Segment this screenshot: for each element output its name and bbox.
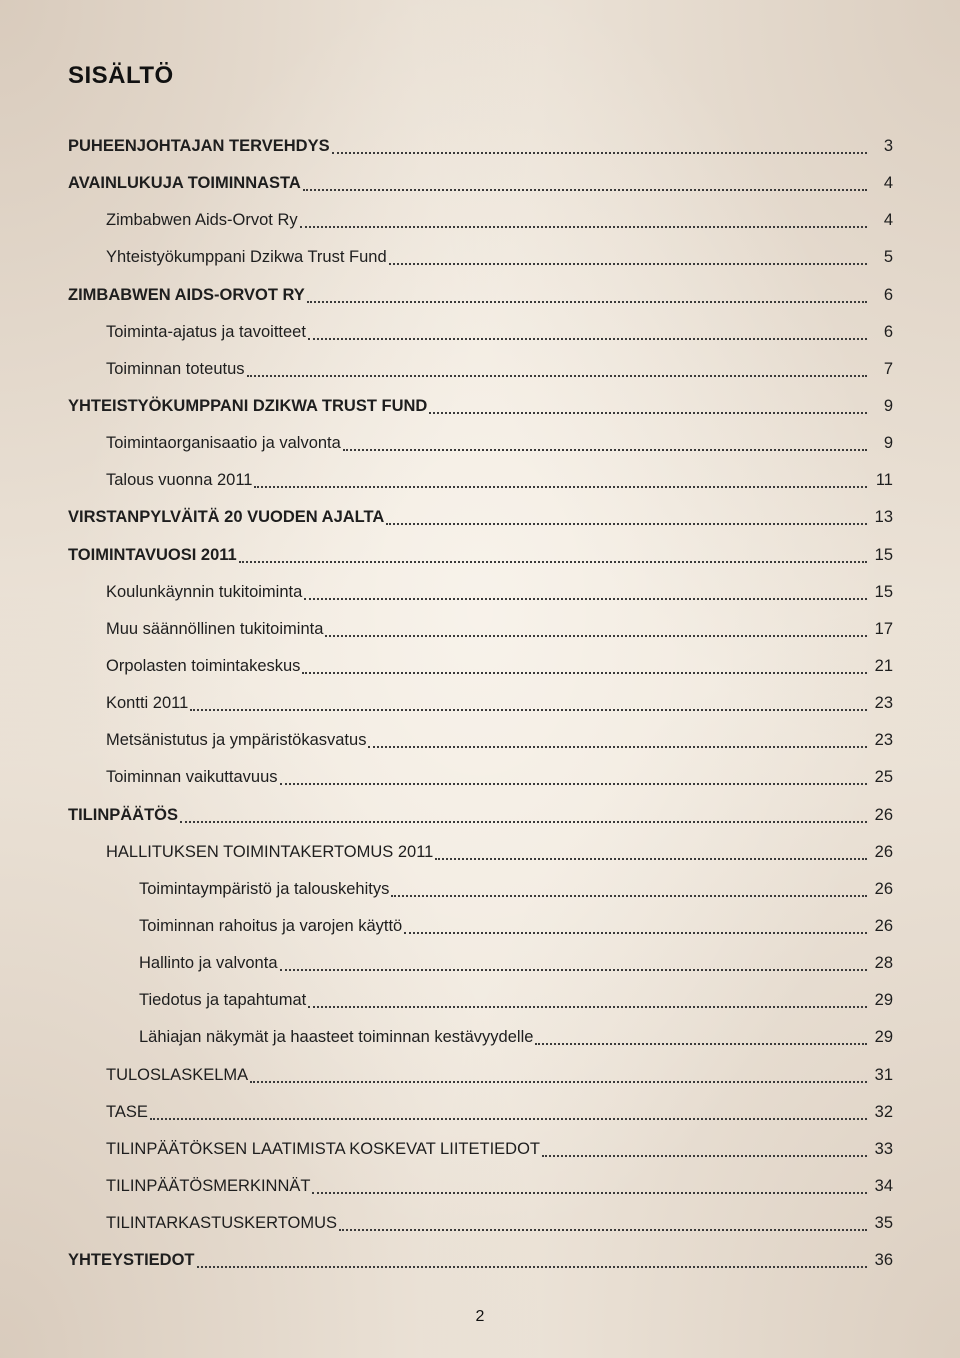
toc-entry-label: Kontti 2011 xyxy=(106,694,189,713)
toc-entry[interactable] xyxy=(68,285,893,322)
dot-leader xyxy=(247,359,867,377)
toc-entry-label: TULOSLASKELMA xyxy=(106,1065,249,1084)
toc-entry-label: TILINPÄÄTÖS xyxy=(68,805,178,824)
dot-leader xyxy=(303,173,867,191)
toc-entry-page: 25 xyxy=(874,768,893,787)
dot-leader xyxy=(280,767,867,785)
toc-entry-page: 15 xyxy=(874,545,893,564)
toc-entry-page: 26 xyxy=(874,916,893,935)
dot-leader xyxy=(150,1102,867,1120)
toc-entry-page: 9 xyxy=(883,434,893,453)
toc-entry-page: 26 xyxy=(874,879,893,898)
toc-entry-page: 34 xyxy=(874,1176,893,1195)
toc-entry[interactable] xyxy=(68,1213,893,1250)
toc-entry-label: PUHEENJOHTAJAN TERVEHDYS xyxy=(68,137,330,155)
toc-entry-label: Orpolasten toimintakeskus xyxy=(106,656,301,675)
toc-entry[interactable] xyxy=(68,322,893,359)
dot-leader xyxy=(312,1176,867,1194)
toc-entry[interactable] xyxy=(68,619,893,656)
toc-entry[interactable] xyxy=(68,1027,893,1064)
dot-leader xyxy=(250,1065,867,1083)
dot-leader xyxy=(386,507,867,525)
toc-entry-page: 29 xyxy=(874,1028,893,1047)
toc-entry-page: 15 xyxy=(874,582,893,601)
toc-entry-page: 13 xyxy=(874,508,893,527)
dot-leader xyxy=(239,545,867,563)
toc-entry-page: 35 xyxy=(874,1214,893,1233)
table-of-contents xyxy=(68,136,893,1287)
toc-entry[interactable] xyxy=(68,247,893,284)
toc-entry[interactable] xyxy=(68,433,893,470)
toc-entry[interactable] xyxy=(68,173,893,210)
toc-entry-label: TILINTARKASTUSKERTOMUS xyxy=(106,1214,338,1233)
toc-entry-page: 5 xyxy=(883,248,893,267)
toc-entry[interactable] xyxy=(68,1176,893,1213)
toc-entry-label: Metsänistutus ja ympäristökasvatus xyxy=(106,731,367,750)
toc-entry-page: 21 xyxy=(874,656,893,675)
toc-entry-label: Lähiajan näkymät ja haasteet toiminnan kestävyydelle xyxy=(139,1028,534,1047)
dot-leader xyxy=(368,730,867,748)
toc-entry-page: 26 xyxy=(874,842,893,861)
dot-leader xyxy=(542,1139,867,1157)
dot-leader xyxy=(343,433,867,451)
toc-entry-label: Talous vuonna 2011 xyxy=(106,471,253,490)
toc-entry-page: 36 xyxy=(874,1251,893,1270)
toc-entry[interactable] xyxy=(68,1102,893,1139)
toc-entry-label: YHTEISTYÖKUMPPANI DZIKWA TRUST FUND xyxy=(68,396,428,415)
toc-entry-label: TOIMINTAVUOSI 2011 xyxy=(68,545,237,564)
toc-entry[interactable] xyxy=(68,990,893,1027)
toc-entry-label: AVAINLUKUJA TOIMINNASTA xyxy=(68,174,301,193)
toc-entry-label: Toiminta-ajatus ja tavoitteet xyxy=(106,322,306,341)
toc-entry-page: 9 xyxy=(883,396,893,415)
toc-entry-page: 4 xyxy=(883,174,893,193)
toc-entry[interactable] xyxy=(68,656,893,693)
toc-entry-label: Zimbabwen Aids-Orvot Ry xyxy=(106,211,298,230)
dot-leader xyxy=(197,1250,867,1268)
toc-entry-label: Toiminnan toteutus xyxy=(106,359,245,378)
toc-entry-label: Toimintaympäristö ja talouskehitys xyxy=(139,879,390,898)
toc-entry-page: 4 xyxy=(883,211,893,230)
dot-leader xyxy=(332,136,867,154)
dot-leader xyxy=(339,1213,867,1231)
toc-entry-page: 28 xyxy=(874,954,893,973)
dot-leader xyxy=(308,990,867,1008)
toc-entry[interactable] xyxy=(68,1065,893,1102)
toc-entry[interactable] xyxy=(68,953,893,990)
toc-entry-label: VIRSTANPYLVÄITÄ 20 VUODEN AJALTA xyxy=(68,508,385,527)
dot-leader xyxy=(307,285,867,303)
toc-entry-page: 6 xyxy=(883,322,893,341)
toc-entry[interactable] xyxy=(68,545,893,582)
toc-entry[interactable] xyxy=(68,805,893,842)
toc-entry-label: Koulunkäynnin tukitoiminta xyxy=(106,582,303,601)
toc-entry[interactable] xyxy=(68,916,893,953)
dot-leader xyxy=(180,805,867,823)
toc-entry[interactable] xyxy=(68,136,893,173)
toc-entry[interactable] xyxy=(68,730,893,767)
dot-leader xyxy=(535,1027,867,1045)
toc-entry-page: 11 xyxy=(875,471,893,490)
toc-entry-page: 33 xyxy=(874,1139,893,1158)
toc-entry[interactable] xyxy=(68,359,893,396)
toc-entry-page: 7 xyxy=(883,359,893,378)
dot-leader xyxy=(435,842,867,860)
toc-entry-page: 23 xyxy=(874,694,893,713)
toc-entry-label: YHTEYSTIEDOT xyxy=(68,1251,195,1270)
toc-entry[interactable] xyxy=(68,1250,893,1287)
toc-entry-page: 32 xyxy=(874,1102,893,1121)
toc-entry-label: TILINPÄÄTÖKSEN LAATIMISTA KOSKEVAT LIITETIEDOT xyxy=(106,1139,540,1158)
dot-leader xyxy=(404,916,867,934)
toc-entry-page: 29 xyxy=(874,991,893,1010)
dot-leader xyxy=(304,582,867,600)
toc-entry-label: Muu säännöllinen tukitoiminta xyxy=(106,619,324,638)
toc-entry[interactable] xyxy=(68,582,893,619)
toc-entry[interactable] xyxy=(68,693,893,730)
dot-leader xyxy=(325,619,867,637)
toc-entry-page: 26 xyxy=(874,805,893,824)
page-title: SISÄLTÖ xyxy=(68,62,174,89)
dot-leader xyxy=(308,322,867,340)
toc-entry[interactable] xyxy=(68,879,893,916)
dot-leader xyxy=(302,656,867,674)
toc-entry-label: Tiedotus ja tapahtumat xyxy=(139,991,307,1010)
toc-entry-label: TASE xyxy=(106,1102,148,1121)
toc-entry[interactable] xyxy=(68,767,893,804)
toc-entry-label: Hallinto ja valvonta xyxy=(139,954,278,973)
toc-entry-page: 3 xyxy=(883,137,893,155)
dot-leader xyxy=(391,879,867,897)
toc-entry[interactable] xyxy=(68,842,893,879)
toc-entry[interactable] xyxy=(68,396,893,433)
toc-entry-label: TILINPÄÄTÖSMERKINNÄT xyxy=(106,1176,311,1195)
toc-entry[interactable] xyxy=(68,1139,893,1176)
toc-entry-label: Yhteistyökumppani Dzikwa Trust Fund xyxy=(106,248,387,267)
toc-entry[interactable] xyxy=(68,507,893,544)
dot-leader xyxy=(280,953,868,971)
toc-entry-label: Toiminnan rahoitus ja varojen käyttö xyxy=(139,916,403,935)
dot-leader xyxy=(389,247,867,265)
dot-leader xyxy=(429,396,867,414)
toc-entry-page: 23 xyxy=(874,731,893,750)
toc-entry[interactable] xyxy=(68,470,893,507)
toc-entry-label: ZIMBABWEN AIDS-ORVOT RY xyxy=(68,285,305,304)
dot-leader xyxy=(254,470,867,488)
toc-entry[interactable] xyxy=(68,210,893,247)
dot-leader xyxy=(190,693,867,711)
dot-leader xyxy=(300,210,867,228)
toc-entry-page: 17 xyxy=(874,619,893,638)
toc-entry-label: Toimintaorganisaatio ja valvonta xyxy=(106,434,341,453)
toc-entry-label: HALLITUKSEN TOIMINTAKERTOMUS 2011 xyxy=(106,842,434,861)
toc-entry-label: Toiminnan vaikuttavuus xyxy=(106,768,278,787)
toc-entry-page: 6 xyxy=(883,285,893,304)
toc-entry-page: 31 xyxy=(874,1065,893,1084)
page-number: 2 xyxy=(475,1308,485,1325)
